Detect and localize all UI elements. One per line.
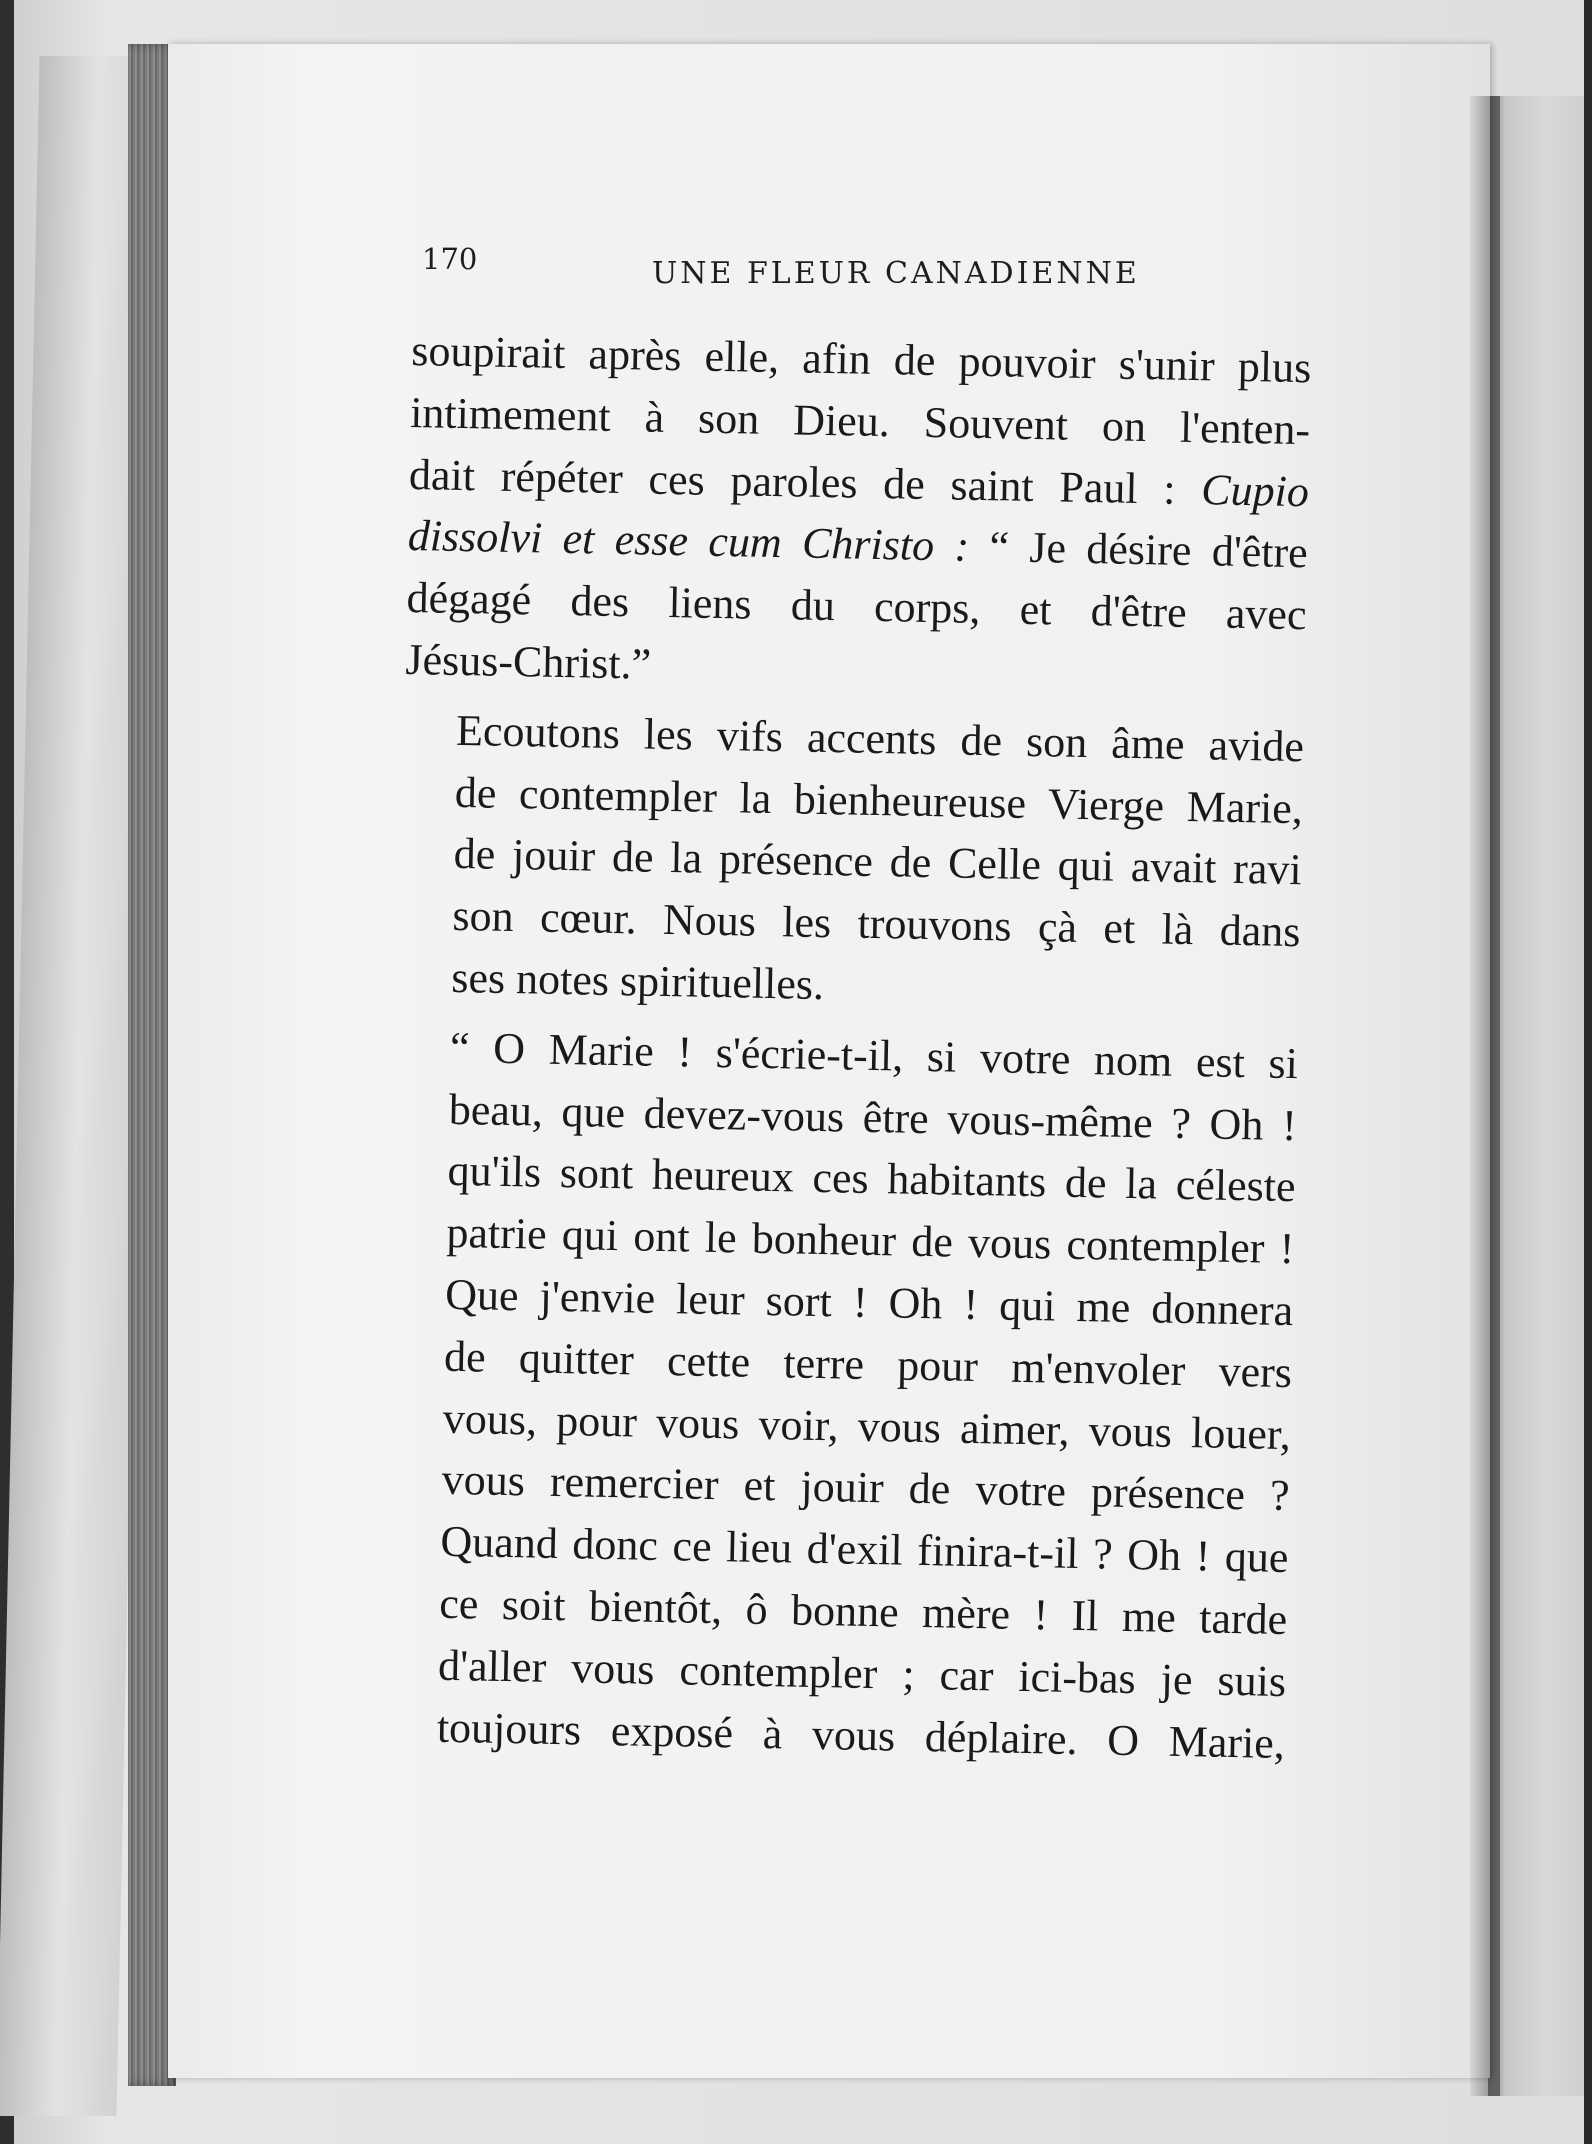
text-line: “ O Marie ! s'écrie-t-il, si votre nom est si bbox=[449, 1022, 1299, 1088]
right-facing-leaf bbox=[1488, 96, 1584, 2096]
text-segment: “ Je désire d'être bbox=[989, 522, 1309, 578]
text-line: Jésus-Christ.” bbox=[405, 634, 652, 689]
text-line: intimement à son Dieu. Souvent on l'enten- bbox=[409, 387, 1311, 455]
latin-quote: Cupio bbox=[1200, 464, 1310, 516]
text-line: de jouir de la présence de Celle qui avait ravi bbox=[453, 829, 1303, 895]
text-line: Que j'envie leur sort ! Oh ! qui me donnera bbox=[444, 1269, 1294, 1336]
text-line: soupirait après elle, afin de pouvoir s'unir plus bbox=[410, 325, 1312, 393]
text-line: de quitter cette terre pour m'envoler vers bbox=[443, 1331, 1293, 1397]
text-line: qu'ils sont heureux ces habitants de la céleste bbox=[447, 1146, 1296, 1212]
latin-quote: dissolvi et esse cum Christo : bbox=[407, 511, 970, 572]
text-line: Quand donc ce lieu d'exil finira-t-il ? Oh ! que bbox=[440, 1516, 1289, 1583]
text-line: Ecoutons les vifs accents de son âme avide bbox=[455, 705, 1305, 771]
page-number: 170 bbox=[422, 242, 478, 276]
text-line: ce soit bientôt, ô bonne mère ! Il me tarde bbox=[438, 1578, 1288, 1644]
running-head bbox=[168, 242, 1490, 302]
text-segment: dait répéter ces paroles de saint Paul : bbox=[408, 449, 1177, 514]
running-title: UNE FLEUR CANADIENNE bbox=[652, 256, 1140, 291]
text-line: dégagé des liens du corps, et d'être avec bbox=[406, 573, 1307, 640]
paragraph-3 bbox=[384, 1016, 1298, 1775]
text-line: vous, pour vous voir, vous aimer, vous louer, bbox=[442, 1393, 1292, 1459]
paragraph-1 bbox=[405, 320, 1312, 708]
gutter-shadow bbox=[1470, 96, 1500, 2096]
paragraph-2 bbox=[399, 699, 1305, 1025]
text-line: son cœur. Nous les trouvons çà et là dans bbox=[452, 891, 1301, 957]
text-line: toujours exposé à vous déplaire. O Marie, bbox=[436, 1702, 1286, 1768]
text-line: vous remercier et jouir de votre présence ? bbox=[441, 1455, 1291, 1521]
book-page bbox=[168, 44, 1490, 2078]
body-text bbox=[384, 320, 1312, 1782]
text-line: patrie qui ont le bonheur de vous contempler ! bbox=[446, 1207, 1295, 1274]
text-line: beau, que devez-vous être vous-même ? Oh ! bbox=[448, 1084, 1298, 1150]
text-line: ses notes spirituelles. bbox=[450, 952, 825, 1009]
text-line: d'aller vous contempler ; car ici-bas je suis bbox=[437, 1640, 1287, 1706]
text-line: de contempler la bienheureuse Vierge Marie, bbox=[454, 767, 1304, 833]
